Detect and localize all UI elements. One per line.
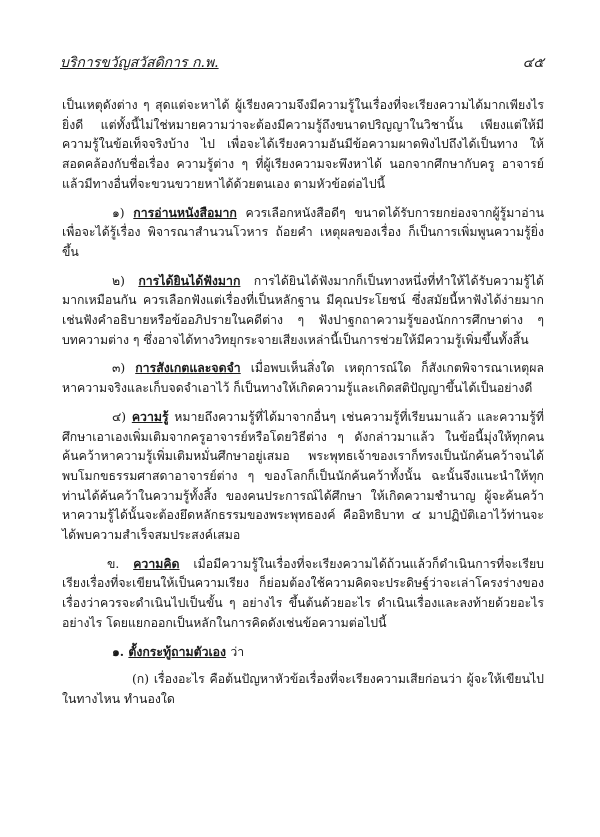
- item-3-heading: การสังเกตและจดจำ: [135, 360, 241, 376]
- item-4-heading: ความรู้: [131, 408, 169, 424]
- page-header: [60, 52, 544, 74]
- subsection-1-number: ๑.: [112, 643, 125, 659]
- item-2-paragraph: [62, 271, 544, 351]
- item-1-heading: การอ่านหนังสือมาก: [133, 204, 237, 220]
- section-kho-label: ข.: [107, 556, 120, 571]
- subsection-1a: [62, 670, 544, 709]
- item-4-number: ๔): [112, 409, 127, 424]
- item-1-paragraph: [62, 203, 544, 263]
- item-3-number: ๓): [112, 361, 126, 376]
- subsection-1-text: ว่า: [230, 644, 245, 659]
- section-kho-paragraph: [62, 554, 544, 634]
- item-4-paragraph: [62, 407, 544, 546]
- item-1-number: ๑): [112, 205, 125, 220]
- subsection-1a-label: (ก): [132, 672, 150, 687]
- item-3-text: เมื่อพบเห็นสิ่งใด เหตุการณ์ใด ก็สังเกตพิจารณาเหตุผลหาความจริงและเก็บจดจำเอาไว้ ก็เป็นทางให้เกิดความรู้และเกิดสติปัญญาขึ้นได้เป็นอย่างดี: [62, 361, 544, 396]
- running-title: บริการขวัญสวัสดิการ ก.พ.: [60, 55, 219, 71]
- item-1-text: ควรเลือกหนังสือดีๆ ขนาดได้รับการยกย่องจากผู้รู้มาอ่าน เพื่อจะได้รู้เรื่อง พิจารณาสำนวนโวหาร ถ้อยคำ เหตุผลของเรื่อง ก็เป็นการเพิ่มพูนความรู้ยิ่งขึ้น: [62, 205, 544, 259]
- item-2-number: ๒): [112, 273, 125, 288]
- subsection-1: [62, 642, 544, 663]
- item-2-text: การได้ยินได้ฟังมากก็เป็นทางหนึ่งที่ทำให้ได้รับความรู้ได้มากเหมือนกัน ควรเลือกฟังแต่เรื่องที่เป็นหลักฐาน มีคุณประโยชน์ ซึ่งสมัยนี้หาฟังได้ง่ายมาก เช่นฟังคำอธิบายหรือข้ออภิปรายในคดีต่าง ๆ ฟังปาฐกถาความรู้ของนักการศึกษาต่าง ๆ บทความต่าง ๆ ซึ่งอาจได้ทางวิทยุกระจายเสียงเหล่านี้เป็นการช่วยให้มีความรู้เพิ่มขึ้นทั้งสิ้น: [62, 273, 544, 347]
- subsection-1a-text: เรื่องอะไร คือต้นปัญหาหัวข้อเรื่องที่จะเรียงความเสียก่อนว่า ผู้จะให้เขียนไปในทางไหน ทำนองใด: [62, 672, 544, 706]
- subsection-1-heading: ตั้งกระทู้ถามตัวเอง: [128, 643, 227, 659]
- section-kho-heading: ความคิด: [133, 555, 180, 571]
- document-body: [62, 96, 544, 710]
- intro-paragraph: เป็นเหตุดังต่าง ๆ สุดแต่จะหาได้ ผู้เรียงความจึงมีความรู้ในเรื่องที่จะเรียงความได้มากเพียงไร ยิ่งดี แต่ทั้งนี้ไม่ใช่หมายความว่าจะต้องมีความรู้ถึงขนาดปริญญาในวิชานั้น เพียงแต่ให้มีความรู้ในข้อเท็จจริงบ้าง ไป เพื่อจะได้เรียงความอันมีข้อความผาดพิงไปถึงได้เป็นทาง ให้สอดคล้องกับชื่อเรื่อง ความรู้ต่าง ๆ ที่ผู้เรียงความจะพึงหาได้ นอกจากศึกษากับครู อาจารย์แล้วมีทางอื่นที่จะขวนขวายหาได้ด้วยตนเอง ตามหัวข้อต่อไปนี้: [62, 98, 544, 191]
- item-3-paragraph: [62, 358, 544, 398]
- item-4-text: หมายถึงความรู้ที่ได้มาจากอื่นๆ เช่นความรู้ที่เรียนมาแล้ว และความรู้ที่ศึกษาเอาเองเพิ่มเติมจากครูอาจารย์หรือโดยวิธีต่าง ๆ ดังกล่าวมาแล้ว ในข้อนี้มุ่งให้ทุกคนค้นคว้าหาความรู้เพิ่มเติมหมั่นศึกษาอยู่เสมอ พระพุทธเจ้าของเราก็ทรงเป็นนักค้นคว้าจนได้พบโมกขธรรมศาสดาอาจารย์ต่าง ๆ ของโลกก็เป็นนักค้นคว้าทั้งนั้น ฉะนั้นจึงแนะนำให้ทุกท่านได้ค้นคว้าในความรู้ทั้งสิ้ง ของคนประการณ์ได้ศึกษา ให้เกิดความชำนาญ ผู้จะค้นคว้าหาความรู้ได้นั้นจะต้องยึดหลักธรรมของพระพุทธองค์ คืออิทธิบาท ๔ มาปฏิบัติเอาไว้ท่านจะได้พบความสำเร็จสมประสงค์เสมอ: [62, 409, 544, 543]
- section-kho-text: เมื่อมีความรู้ในเรื่องที่จะเรียงความได้ถ้วนแล้วก็ดำเนินการที่จะเรียบเรียงเรื่องที่จะเขียนให้เป็นความเรียง ก็ย่อมต้องใช้ความคิดจะประดิษฐ์ว่าจะเล่าโครงร่างของเรื่องว่าควรจะดำเนินไปเป็นขั้น ๆ อย่างไร ขึ้นต้นด้วยอะไร ดำเนินเรื่องและลงท้ายด้วยอะไร อย่างไร โดยแยกออกเป็นหลักในการคิดดังเช่นข้อความต่อไปนี้: [62, 556, 544, 630]
- page-number: ๔๕: [522, 55, 544, 71]
- item-2-heading: การได้ยินได้ฟังมาก: [138, 272, 241, 288]
